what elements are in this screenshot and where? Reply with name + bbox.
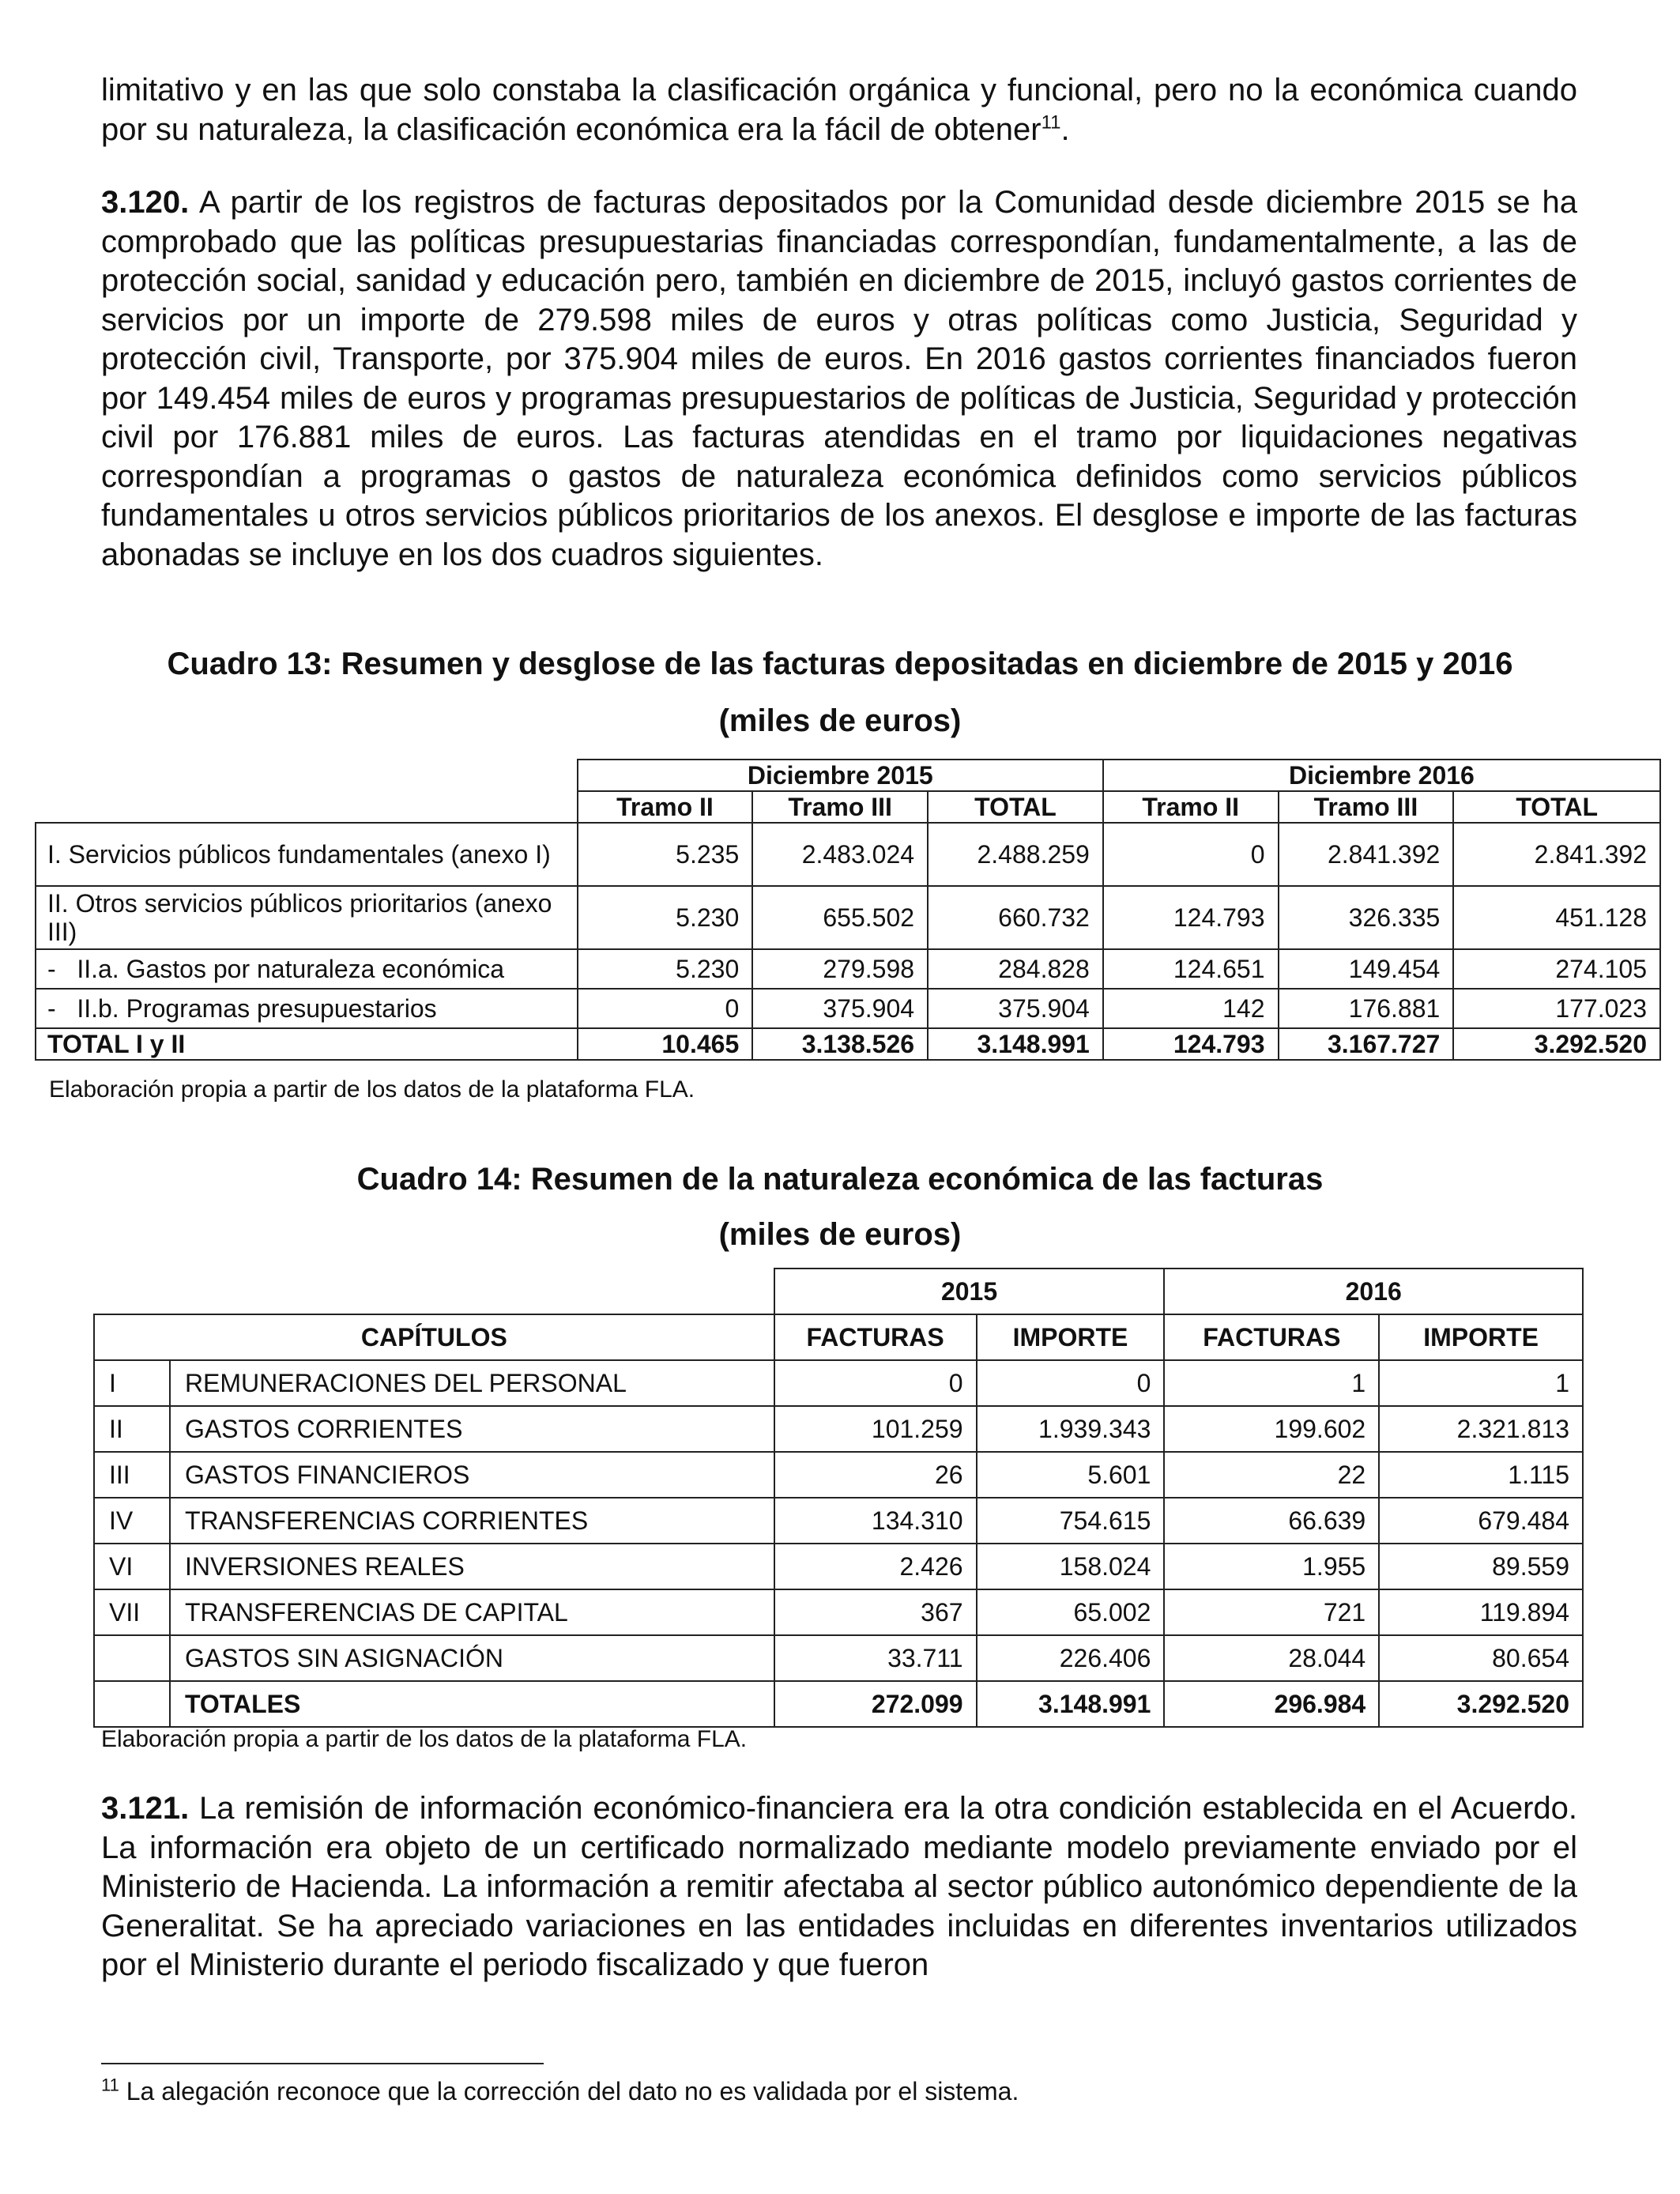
group-header-2015: Diciembre 2015 xyxy=(578,760,1103,791)
chapter-code: IV xyxy=(94,1498,170,1544)
paragraph-number: 3.121. xyxy=(101,1791,190,1826)
cell: 1 xyxy=(1379,1360,1583,1406)
row-label: - II.b. Programas presupuestarios xyxy=(36,989,578,1028)
cell: 149.454 xyxy=(1279,949,1454,989)
chapter-code: VII xyxy=(94,1589,170,1635)
footnote: $^{11}$ La alegación reconoce que la corrección del dato no es validada por el sistema. xyxy=(101,2075,1019,2105)
cell: 80.654 xyxy=(1379,1635,1583,1681)
cell: 375.904 xyxy=(928,989,1103,1028)
cell: 0 xyxy=(1103,823,1279,886)
cell: 660.732 xyxy=(928,886,1103,949)
cell: 124.651 xyxy=(1103,949,1279,989)
cell: 134.310 xyxy=(774,1498,977,1544)
cell: 3.292.520 xyxy=(1379,1681,1583,1727)
footnote-separator xyxy=(101,2063,544,2064)
paragraph-3-121: 3.121. La remisión de información económico-financiera era la otra condición establecida en el Acuerdo. La información era objeto de un certificado normalizado mediante modelo previamente enviado por el Ministerio de Hacienda. La información a remitir afectaba al sector público autonómico dependiente de la Generalitat. Se ha apreciado variaciones en las entidades incluidas en diferentes inventarios utilizados por el Ministerio durante el periodo fiscalizado y que fueron xyxy=(101,1791,1577,1982)
footnote-ref[interactable]: 11 xyxy=(1041,111,1061,134)
cell: 2.483.024 xyxy=(752,823,928,886)
paragraph-number: 3.120. xyxy=(101,185,190,220)
cell: 3.292.520 xyxy=(1453,1028,1660,1060)
table-column-header-row xyxy=(36,791,1660,823)
cell: 176.881 xyxy=(1279,989,1454,1028)
cell: 296.984 xyxy=(1164,1681,1379,1727)
cell: 5.235 xyxy=(578,823,753,886)
cell: 0 xyxy=(774,1360,977,1406)
cell: 375.904 xyxy=(752,989,928,1028)
cell: 2.321.813 xyxy=(1379,1406,1583,1452)
cell: 177.023 xyxy=(1453,989,1660,1028)
table-row xyxy=(94,1544,1583,1589)
group-header-2015: 2015 xyxy=(774,1269,1165,1314)
cuadro-14-subtitle: (miles de euros) xyxy=(718,1217,962,1252)
table-total-row xyxy=(94,1681,1583,1727)
row-label: INVERSIONES REALES xyxy=(170,1544,774,1589)
column-header: TOTAL xyxy=(1453,791,1660,823)
cell: 2.841.392 xyxy=(1453,823,1660,886)
cell: 326.335 xyxy=(1279,886,1454,949)
cell: 3.138.526 xyxy=(752,1028,928,1060)
paragraph-continuation: limitativo y en las que solo constaba la clasificación orgánica y funcional, pero no la económica cuando por su naturaleza, la clasificación económica era la fácil de obtener$^{11}$. xyxy=(101,73,1577,147)
table-row xyxy=(36,823,1660,886)
cell: 284.828 xyxy=(928,949,1103,989)
table-row xyxy=(94,1635,1583,1681)
cell: 3.148.991 xyxy=(928,1028,1103,1060)
row-label: TRANSFERENCIAS CORRIENTES xyxy=(170,1498,774,1544)
table-group-header-row xyxy=(36,760,1660,791)
footnote-number: 11 xyxy=(101,2075,119,2095)
cell: 33.711 xyxy=(774,1635,977,1681)
chapter-code xyxy=(94,1635,170,1681)
cell: 1.955 xyxy=(1164,1544,1379,1589)
cell: 119.894 xyxy=(1379,1589,1583,1635)
table-row xyxy=(94,1498,1583,1544)
cell: 226.406 xyxy=(977,1635,1165,1681)
chapter-code xyxy=(94,1681,170,1727)
row-label: I. Servicios públicos fundamentales (anexo I) xyxy=(36,823,578,886)
cell: 65.002 xyxy=(977,1589,1165,1635)
table-row xyxy=(94,1452,1583,1498)
column-header: IMPORTE xyxy=(977,1314,1165,1360)
row-label: II. Otros servicios públicos prioritarios (anexo III) xyxy=(36,886,578,949)
cell: 1.939.343 xyxy=(977,1406,1165,1452)
cell: 2.841.392 xyxy=(1279,823,1454,886)
table-row xyxy=(94,1589,1583,1635)
cell: 124.793 xyxy=(1103,1028,1279,1060)
chapter-code: II xyxy=(94,1406,170,1452)
cell: 272.099 xyxy=(774,1681,977,1727)
cell: 199.602 xyxy=(1164,1406,1379,1452)
table-row xyxy=(94,1406,1583,1452)
cell: 0 xyxy=(977,1360,1165,1406)
cell: 101.259 xyxy=(774,1406,977,1452)
cell: 22 xyxy=(1164,1452,1379,1498)
row-label: GASTOS SIN ASIGNACIÓN xyxy=(170,1635,774,1681)
cell: 279.598 xyxy=(752,949,928,989)
row-label: GASTOS FINANCIEROS xyxy=(170,1452,774,1498)
cell: 28.044 xyxy=(1164,1635,1379,1681)
row-label: GASTOS CORRIENTES xyxy=(170,1406,774,1452)
table-row xyxy=(94,1360,1583,1406)
column-header: TOTAL xyxy=(928,791,1103,823)
row-label: REMUNERACIONES DEL PERSONAL xyxy=(170,1360,774,1406)
row-label: TRANSFERENCIAS DE CAPITAL xyxy=(170,1589,774,1635)
cell: 158.024 xyxy=(977,1544,1165,1589)
cuadro-13-source: Elaboración propia a partir de los datos de la plataforma FLA. xyxy=(49,1076,695,1103)
column-header: Tramo III xyxy=(1279,791,1454,823)
cell: 124.793 xyxy=(1103,886,1279,949)
cell: 5.601 xyxy=(977,1452,1165,1498)
cuadro-13-title: Cuadro 13: Resumen y desglose de las facturas depositadas en diciembre de 2015 y 2016 xyxy=(167,647,1513,681)
row-label: TOTALES xyxy=(170,1681,774,1727)
group-header-2016: Diciembre 2016 xyxy=(1103,760,1660,791)
cell: 754.615 xyxy=(977,1498,1165,1544)
cuadro-13-subtitle: (miles de euros) xyxy=(718,703,962,738)
cell: 679.484 xyxy=(1379,1498,1583,1544)
cell: 3.148.991 xyxy=(977,1681,1165,1727)
cell: 89.559 xyxy=(1379,1544,1583,1589)
cell: 655.502 xyxy=(752,886,928,949)
cell: 142 xyxy=(1103,989,1279,1028)
cell: 2.426 xyxy=(774,1544,977,1589)
cell: 5.230 xyxy=(578,949,753,989)
chapter-code: III xyxy=(94,1452,170,1498)
cell: 274.105 xyxy=(1453,949,1660,989)
group-header-2016: 2016 xyxy=(1164,1269,1583,1314)
cell: 0 xyxy=(578,989,753,1028)
row-label: - II.a. Gastos por naturaleza económica xyxy=(36,949,578,989)
capitulos-header: CAPÍTULOS xyxy=(94,1314,774,1360)
column-header: Tramo II xyxy=(1103,791,1279,823)
cuadro-14-title: Cuadro 14: Resumen de la naturaleza económica de las facturas xyxy=(356,1162,1324,1197)
cuadro-13-table xyxy=(35,759,1661,1061)
table-total-row xyxy=(36,1028,1660,1060)
table-row xyxy=(36,989,1660,1028)
table-row xyxy=(36,949,1660,989)
table-group-header-row xyxy=(94,1269,1583,1314)
cell: 26 xyxy=(774,1452,977,1498)
column-header: IMPORTE xyxy=(1379,1314,1583,1360)
row-label: TOTAL I y II xyxy=(36,1028,578,1060)
cuadro-14-table xyxy=(93,1268,1584,1728)
chapter-code: VI xyxy=(94,1544,170,1589)
cell: 1 xyxy=(1164,1360,1379,1406)
column-header: FACTURAS xyxy=(1164,1314,1379,1360)
column-header: Tramo II xyxy=(578,791,753,823)
cell: 10.465 xyxy=(578,1028,753,1060)
paragraph-3-120: 3.120. A partir de los registros de facturas depositados por la Comunidad desde diciembre 2015 se ha comprobado que las políticas presupuestarias financiadas correspondían, fundamentalmente, a las de protección social, sanidad y educación pero, también en diciembre de 2015, incluyó gastos corrientes de servicios por un importe de 279.598 miles de euros y otras políticas como Justicia, Seguridad y protección civil, Transporte, por 375.904 miles de euros. En 2016 gastos corrientes financiados fueron por 149.454 miles de euros y programas presupuestarios de políticas de Justicia, Seguridad y protección civil por 176.881 miles de euros. Las facturas atendidas en el tramo por liquidaciones negativas correspondían a programas o gastos de naturaleza económica definidos como servicios públicos fundamentales u otros servicios públicos prioritarios de los anexos. El desglose e importe de las facturas abonadas se incluye en los dos cuadros siguientes. xyxy=(101,185,1577,572)
cell: 721 xyxy=(1164,1589,1379,1635)
cell: 5.230 xyxy=(578,886,753,949)
column-header: FACTURAS xyxy=(774,1314,977,1360)
cell: 451.128 xyxy=(1453,886,1660,949)
chapter-code: I xyxy=(94,1360,170,1406)
cuadro-14-source: Elaboración propia a partir de los datos de la plataforma FLA. xyxy=(101,1726,748,1752)
cell: 66.639 xyxy=(1164,1498,1379,1544)
column-header: Tramo III xyxy=(752,791,928,823)
cell: 367 xyxy=(774,1589,977,1635)
cell: 1.115 xyxy=(1379,1452,1583,1498)
cell: 3.167.727 xyxy=(1279,1028,1454,1060)
cell: 2.488.259 xyxy=(928,823,1103,886)
table-row xyxy=(36,886,1660,949)
table-column-header-row xyxy=(94,1314,1583,1360)
